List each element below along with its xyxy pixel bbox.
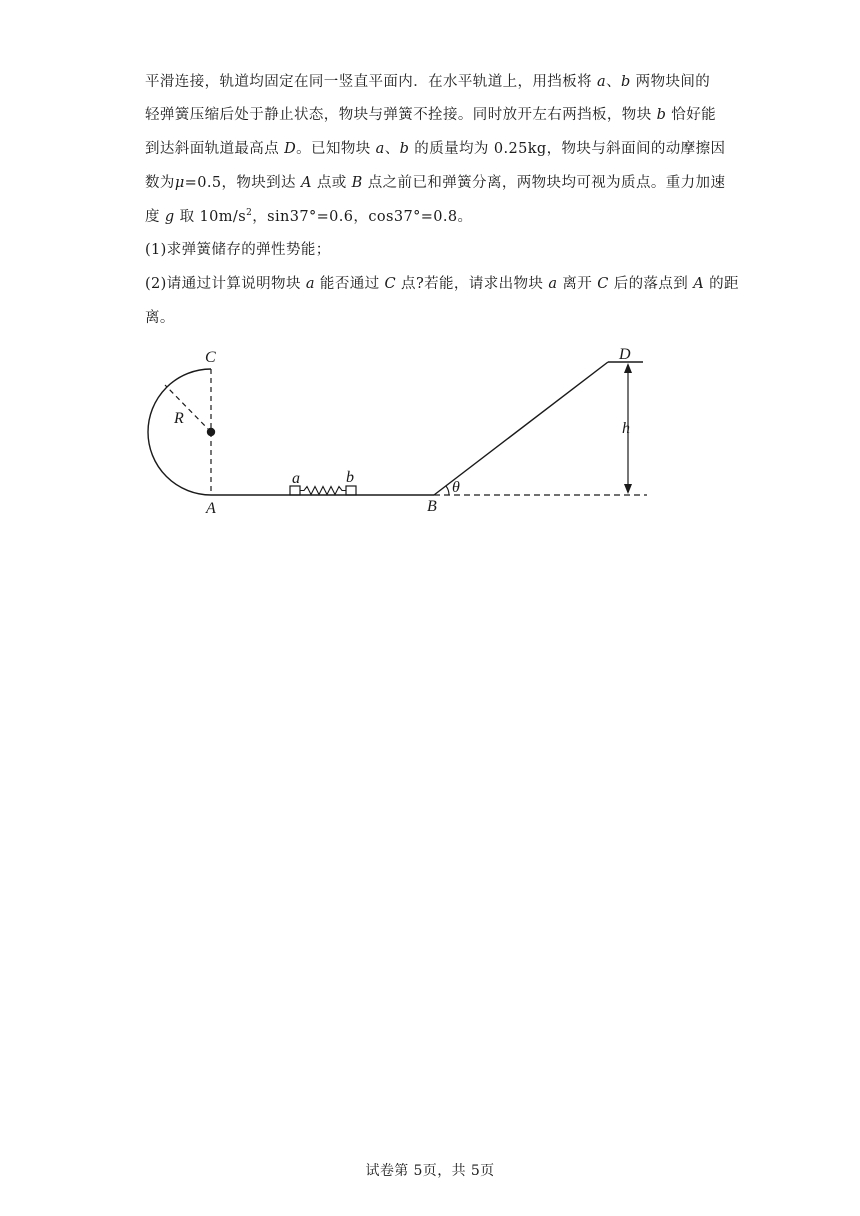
label-A: A: [206, 500, 216, 517]
text-segment: (2)请通过计算说明物块: [145, 276, 306, 292]
italic-symbol: a: [597, 74, 607, 90]
text-segment: 后的落点到: [608, 276, 694, 292]
italic-symbol: μ: [174, 175, 185, 191]
text-segment: 平滑连接，轨道均固定在同一竖直平面内．在水平轨道上，用挡板将: [145, 74, 598, 90]
text-segment: (1)求弹簧储存的弹性势能；: [145, 242, 331, 258]
text-line-3: [145, 139, 725, 159]
text-line-2: [145, 105, 725, 125]
text-segment: 离。: [145, 310, 175, 326]
text-line-5: [145, 207, 725, 227]
text-segment: 的质量均为 0.25kg，物块与斜面间的动摩擦因: [409, 141, 726, 157]
label-R: R: [174, 410, 184, 427]
text-segment: 数为: [145, 175, 175, 191]
question-2-continued: [145, 308, 725, 328]
text-segment: 度: [145, 209, 165, 225]
text-segment: 点?若能，请求出物块: [396, 276, 549, 292]
block-b: [346, 486, 356, 495]
italic-symbol: g: [164, 209, 175, 225]
text-segment: 离开: [557, 276, 598, 292]
italic-symbol: C: [597, 276, 609, 292]
text-segment: 点或: [311, 175, 352, 191]
italic-symbol: A: [693, 276, 705, 292]
italic-symbol: B: [351, 175, 363, 191]
question-2: [145, 274, 739, 294]
physics-diagram: [130, 335, 670, 525]
incline-track: [434, 362, 608, 495]
label-B: B: [427, 498, 437, 515]
height-arrow-up-head: [624, 363, 632, 373]
text-segment: 取 10m/s: [174, 209, 247, 225]
label-theta: θ: [452, 479, 460, 496]
text-line-1: [145, 72, 725, 92]
superscript: 2: [246, 208, 253, 218]
italic-symbol: A: [300, 175, 312, 191]
text-segment: 、: [384, 141, 400, 157]
italic-symbol: b: [399, 141, 410, 157]
italic-symbol: b: [620, 74, 631, 90]
radius-dashed: [165, 385, 211, 432]
italic-symbol: D: [284, 141, 297, 157]
label-h: h: [622, 420, 630, 437]
text-segment: 恰好能: [666, 107, 717, 123]
text-segment: 轻弹簧压缩后处于静止状态，物块与弹簧不拴接。同时放开左右两挡板，物块: [145, 107, 657, 123]
semicircle-track: [148, 369, 211, 495]
italic-symbol: b: [656, 107, 667, 123]
question-1: [145, 240, 725, 260]
label-b: b: [346, 469, 354, 486]
text-segment: 两物块间的: [630, 74, 711, 90]
text-segment: 点之前已和弹簧分离，两物块均可视为质点。重力加速: [362, 175, 726, 191]
italic-symbol: a: [548, 276, 558, 292]
block-a: [290, 486, 300, 495]
angle-arc: [446, 486, 449, 495]
text-line-4: [145, 173, 725, 193]
text-segment: 到达斜面轨道最高点: [145, 141, 285, 157]
spring: [300, 487, 346, 495]
text-segment: ，sin37°=0.6，cos37°=0.8。: [252, 209, 473, 225]
italic-symbol: a: [375, 141, 385, 157]
label-D: D: [619, 346, 631, 363]
height-arrow-down-head: [624, 484, 632, 494]
text-segment: 的距: [704, 276, 739, 292]
text-segment: =0.5，物块到达: [184, 175, 301, 191]
label-C: C: [205, 349, 216, 366]
text-segment: 能否通过: [314, 276, 385, 292]
italic-symbol: a: [305, 276, 315, 292]
page-footer: 试卷第 5页，共 5页: [365, 1163, 495, 1179]
label-a: a: [292, 470, 300, 487]
text-segment: 。已知物块: [296, 141, 376, 157]
text-segment: 、: [606, 74, 621, 90]
italic-symbol: C: [384, 276, 397, 292]
